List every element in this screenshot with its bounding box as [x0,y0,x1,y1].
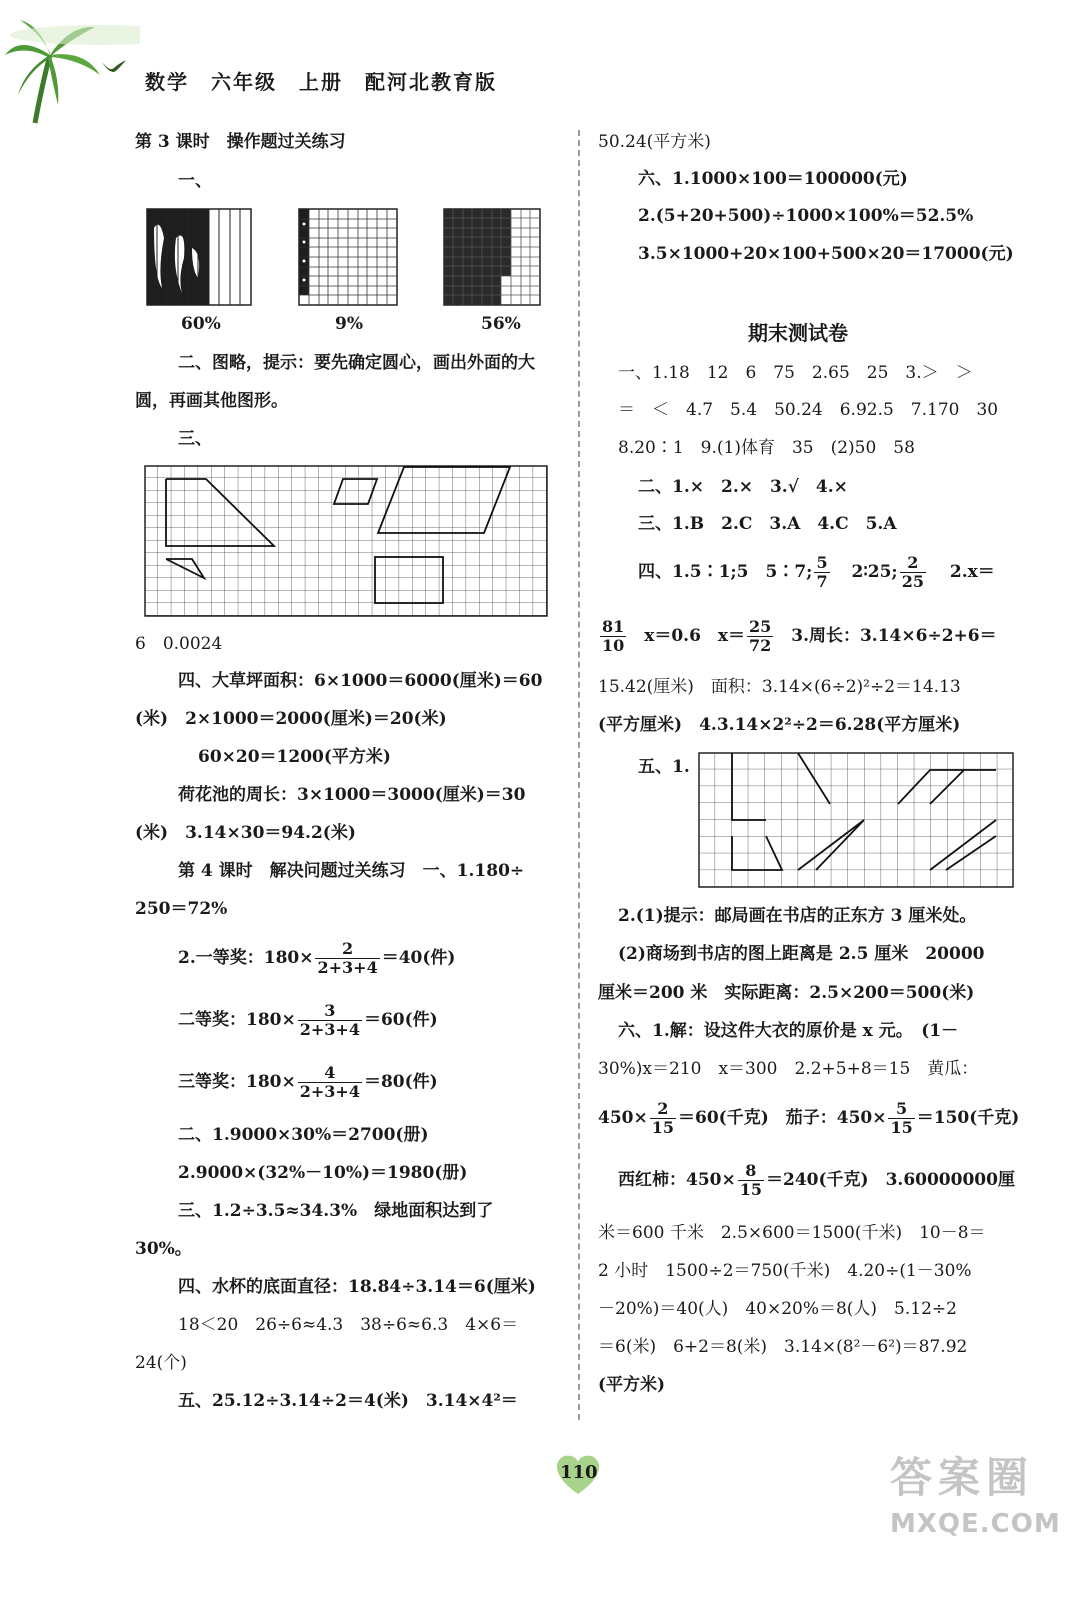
final-4-frac-e [747,618,773,655]
final-4-line-1 [638,552,995,592]
final-4-text-b: 2∶25; [851,562,898,582]
prize-2-fraction [298,1002,362,1039]
final-1-line-3: 8.20∶1 9.(1)体育 35 (2)50 58 [618,438,915,458]
watermark [890,1445,1061,1539]
final-6-line-6: 2 小时 1500÷2＝750(千米) 4.20÷(1－30% [598,1261,972,1281]
final-4-frac-d-den: 10 [602,636,625,655]
final-6-frac-b [888,1100,914,1137]
final-6-frac-c-den: 15 [739,1180,762,1199]
right-line-3: 2.(5+20+500)÷1000×100%＝52.5% [638,206,974,226]
final-4-frac-d-num: 81 [602,617,625,636]
final-6-text-c: 西红柿：450× [618,1170,736,1190]
final-6-frac-c-num: 8 [738,1162,764,1181]
final-5-line-1: 2.(1)提示：邮局画在书店的正东方 3 厘米处。 [618,906,977,926]
final-6-line-7: －20%)＝40(人) 40×20%＝8(人) 5.12÷2 [598,1299,957,1319]
section-2-line-1: 二、图略，提示：要先确定圆心，画出外面的大 [178,353,535,373]
header-title: 数学 六年级 上册 配河北教育版 [145,70,497,94]
final-4-frac-e-num: 25 [749,617,772,636]
part-4-line-2: 18＜20 26÷6≈4.3 38÷6≈6.3 4×6＝ [178,1315,519,1335]
prize-1-num: 2 [315,940,379,959]
final-4-text-c: 2.x＝ [949,562,995,582]
final-6-frac-c [738,1162,764,1199]
final-6-text-c-res: ＝240(千克) 3.60000000厘 [766,1170,1015,1190]
final-4-line-2 [598,616,997,656]
prize-3-den: 2+3+4 [299,1082,360,1101]
final-4-frac-a [814,554,829,591]
prize-2-text: 二等奖：180× [178,1010,296,1030]
final-6-line-9: (平方米) [598,1375,666,1395]
prize-1-result: ＝40(件) [381,948,456,968]
final-2-line: 二、1.× 2.× 3.√ 4.× [638,477,848,497]
section-4-line-1: 四、大草坪面积：6×1000＝6000(厘米)＝60 [178,671,543,691]
right-line-1: 50.24(平方米) [598,132,711,152]
final-5-grid-drawing [698,752,1014,888]
grid-60-percent [146,208,252,306]
grid-label-3: 56% [481,314,521,334]
final-6-line-8: ＝6(米) 6+2＝8(米) 3.14×(8²－6²)＝87.92 [598,1337,968,1357]
final-6-frac-b-den: 15 [890,1118,913,1137]
prize-3-line [178,1062,438,1102]
final-4-frac-a-den: 7 [816,572,828,591]
final-4-frac-a-num: 5 [816,553,828,572]
final-4-frac-d [600,618,626,655]
final-4-text-e: x＝0.6 x＝ [644,626,746,646]
prize-1-line [178,938,455,978]
final-6-line-3 [598,1098,1019,1138]
final-6-text-b-res: ＝150(千克) [916,1108,1020,1128]
final-5-line-2: (2)商场到书店的图上距离是 2.5 厘米 20000 [618,944,985,964]
grid-56-percent [443,208,541,306]
final-5-line-3: 厘米＝200 米 实际距离：2.5×200＝500(米) [598,983,975,1003]
section-4-line-2: (米) 2×1000＝2000(厘米)＝20(米) [135,709,447,729]
grid-label-1: 60% [181,314,221,334]
grid-9-percent [298,208,398,306]
lesson-3-title: 第 3 课时 操作题过关练习 [135,132,346,152]
right-line-2: 六、1.1000×100＝100000(元) [638,169,908,189]
prize-2-den: 2+3+4 [299,1020,360,1039]
final-6-frac-a-num: 2 [650,1100,676,1119]
part-3-line-1: 三、1.2÷3.5≈34.3% 绿地面积达到了 [178,1201,494,1221]
final-1-line-2: ＝ ＜ 4.7 5.4 50.24 6.92.5 7.170 30 [618,400,999,420]
final-4-frac-b-num: 2 [900,554,926,573]
lesson-4-line-1: 第 4 课时 解决问题过关练习 一、1.180÷ [178,861,525,881]
final-3-line: 三、1.B 2.C 3.A 4.C 5.A [638,514,897,534]
part-2-line-1: 二、1.9000×30%＝2700(册) [178,1125,429,1145]
column-divider [578,130,580,1420]
final-4-text-f: 3.周长：3.14×6÷2+6＝ [791,626,997,646]
section-2-line-2: 圆，再画其他图形。 [135,391,288,411]
section-4-line-3: 60×20＝1200(平方米) [198,747,391,767]
section-1-label: 一、 [178,171,212,191]
grid-label-2: 9% [335,314,363,334]
right-line-4: 3.5×1000+20×100+500×20＝17000(元) [638,244,1014,264]
prize-3-fraction [298,1064,362,1101]
lesson-4-line-2: 250＝72% [135,899,228,919]
final-4-line-3: 15.42(厘米) 面积：3.14×(6÷2)²÷2＝14.13 [598,677,961,697]
final-4-frac-e-den: 72 [749,636,772,655]
part-2-line-2: 2.9000×(32%－10%)＝1980(册) [178,1163,468,1183]
final-4-frac-b [900,554,926,591]
prize-1-text: 2.一等奖：180× [178,948,314,968]
prize-3-result: ＝80(件) [363,1072,438,1092]
prize-1-fraction [315,940,379,977]
prize-1-den: 2+3+4 [317,958,378,977]
final-4-line-4: (平方厘米) 4.3.14×2²÷2＝6.28(平方厘米) [598,715,961,735]
prize-2-num: 3 [298,1002,362,1021]
prize-2-result: ＝60(件) [363,1010,438,1030]
final-6-frac-b-num: 5 [888,1100,914,1119]
final-6-frac-a [650,1100,676,1137]
final-4-text-a: 四、1.5∶1;5 5∶7; [638,562,813,582]
page-number: 110 [560,1462,598,1483]
section-3-label: 三、 [178,429,212,449]
watermark-bottom: MXQE.COM [890,1509,1061,1539]
prize-2-line [178,1000,438,1040]
final-6-line-5: 米＝600 千米 2.5×600＝1500(千米) 10－8＝ [598,1223,986,1243]
prize-3-text: 三等奖：180× [178,1072,296,1092]
final-1-line-1: 一、1.18 12 6 75 2.65 25 3.＞ ＞ [618,363,973,383]
final-6-text-a-res: ＝60(千克) 茄子：450× [678,1108,887,1128]
bird-icon [100,58,128,74]
final-6-text-a: 450× [598,1108,648,1128]
final-6-line-4 [618,1160,1015,1200]
final-6-frac-a-den: 15 [651,1118,674,1137]
part-4-line-3: 24(个) [135,1353,187,1373]
final-exam-title: 期末测试卷 [748,321,848,345]
final-5-label: 五、1. [638,757,690,777]
watermark-top: 答案圈 [890,1453,1035,1502]
part-4-line-1: 四、水杯的底面直径：18.84÷3.14＝6(厘米) [178,1277,536,1297]
prize-3-num: 4 [298,1064,362,1083]
part-5-line-1: 五、25.12÷3.14÷2＝4(米) 3.14×4²＝ [178,1391,518,1411]
final-6-line-2: 30%)x＝210 x＝300 2.2+5+8＝15 黄瓜： [598,1059,979,1079]
section-4-line-5: (米) 3.14×30＝94.2(米) [135,823,356,843]
final-6-line-1: 六、1.解：设这件大衣的原价是 x 元。 (1－ [618,1021,959,1041]
final-4-frac-b-den: 25 [901,572,924,591]
section-4-line-4: 荷花池的周长：3×1000＝3000(厘米)＝30 [178,785,526,805]
part-3-line-2: 30%。 [135,1239,192,1259]
section-3-grid-drawing [144,465,548,617]
section-3-answer: 6 0.0024 [135,634,223,654]
